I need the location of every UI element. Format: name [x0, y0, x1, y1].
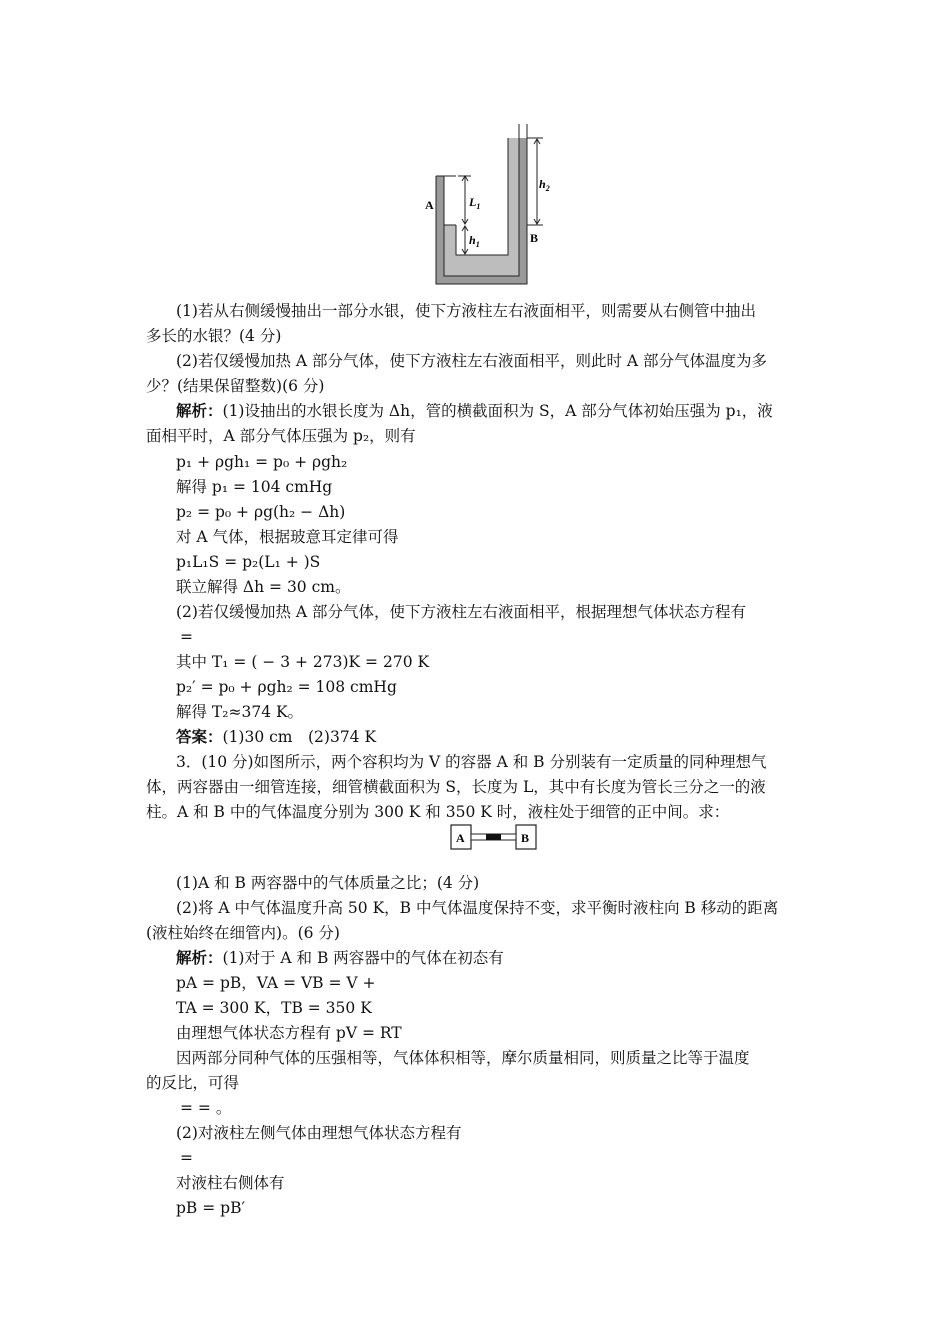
bottom-mercury [456, 255, 508, 276]
liquid-column [486, 834, 501, 840]
q2-answer [176, 726, 950, 748]
q3-eq7: = [180, 1149, 193, 1167]
right-mercury-column [508, 138, 519, 225]
q3-line1: 3．(10 分)如图所示，两个容积均为 V 的容器 A 和 B 分别装有一定质量的同种理想气 [176, 753, 767, 771]
left-mercury [444, 225, 456, 276]
q2-eq2: 解得 p₁ = 104 cmHg [176, 478, 333, 496]
q2-eq10: p₂′ = p₀ + ρgh₂ = 108 cmHg [176, 678, 397, 696]
label-l1: $L_1$ [469, 195, 481, 211]
right-mercury-lower [508, 225, 519, 276]
left-tube-wall [436, 176, 444, 284]
q2-eq9: 其中 T₁ = ( − 3 + 273)K = 270 K [176, 653, 430, 671]
analysis-label: 解析： [176, 401, 223, 420]
analysis-text: (1)设抽出的水银长度为 Δh，管的横截面积为 S，A 部分气体初始压强为 p₁，液 [222, 402, 773, 420]
q3-eq4-line2: 的反比，可得 [146, 1074, 240, 1092]
q2-eq6: 联立解得 Δh = 30 cm。 [176, 578, 351, 596]
q2-analysis-line1 [176, 400, 950, 422]
q2-eq7: (2)若仅缓慢加热 A 部分气体，使下方液柱左右液面相平，根据理想气体状态方程有 [176, 603, 747, 621]
bottom-tube-wall [436, 276, 527, 284]
right-tube-wall [519, 138, 527, 284]
analysis-label: 解析： [176, 948, 223, 967]
answer-label: 答案： [176, 727, 223, 746]
q3-part1: (1)A 和 B 两容器中的气体质量之比；(4 分) [176, 874, 480, 892]
label-b: B [530, 231, 539, 245]
q3-eq2: TA = 300 K，TB = 350 K [176, 999, 372, 1017]
u-tube-diagram [425, 122, 565, 290]
q3-part2-line1: (2)将 A 中气体温度升高 50 K，B 中气体温度保持不变，求平衡时液柱向 B 移动的距离 [176, 899, 779, 917]
q3-eq6: (2)对液柱左侧气体由理想气体状态方程有 [176, 1124, 462, 1142]
q3-analysis-line1 [176, 947, 950, 969]
q2-part1-line2: 多长的水银？(4 分) [146, 327, 282, 345]
q2-eq8: = [180, 628, 193, 646]
label-h2: $h_2$ [539, 177, 550, 193]
q3-eq3: 由理想气体状态方程有 pV = RT [176, 1024, 402, 1042]
inner-channel [456, 138, 508, 255]
q3-part2-line2: (液柱始终在细管内)。(6 分) [146, 924, 340, 942]
q2-eq11: 解得 T₂≈374 K。 [176, 703, 304, 721]
q2-eq5: p₁L₁S = p₂(L₁ + )S [176, 553, 321, 571]
q3-eq1: pA = pB，VA = VB = V + [176, 974, 376, 992]
q3-eq9: pB = pB′ [176, 1199, 245, 1217]
q2-eq1: p₁ + ρgh₁ = p₀ + ρgh₂ [176, 453, 348, 471]
q3-line2: 体，两容器由一细管连接，细管横截面积为 S，长度为 L，其中有长度为管长三分之一的液 [146, 778, 766, 796]
label-a: A [425, 198, 434, 212]
label-h1: $h_1$ [469, 233, 480, 249]
q2-part2-line1: (2)若仅缓慢加热 A 部分气体，使下方液柱左右液面相平，则此时 A 部分气体温度为多 [176, 352, 768, 370]
q3-eq8: 对液柱右侧体有 [176, 1174, 285, 1192]
q3-line3: 柱。A 和 B 中的气体温度分别为 300 K 和 350 K 时，液柱处于细管的正中间。求： [146, 803, 730, 821]
containers-diagram [450, 822, 538, 852]
q2-eq3: p₂ = p₀ + ρg(h₂ − Δh) [176, 503, 346, 521]
q2-part2-line2: 少？(结果保留整数)(6 分) [146, 377, 325, 395]
q3-eq4-line1: 因两部分同种气体的压强相等，气体体积相等，摩尔质量相同，则质量之比等于温度 [176, 1049, 750, 1067]
container-a-label: A [456, 831, 465, 845]
q2-eq4: 对 A 气体，根据玻意耳定律可得 [176, 528, 399, 546]
q2-part1-line1: (1)若从右侧缓慢抽出一部分水银，使下方液柱左右液面相平，则需要从右侧管中抽出 [176, 302, 756, 320]
container-b-label: B [521, 831, 530, 845]
answer-text: (1)30 cm (2)374 K [222, 728, 377, 746]
analysis-text: (1)对于 A 和 B 两容器中的气体在初态有 [222, 949, 504, 967]
q3-eq5: = = 。 [180, 1099, 232, 1117]
q2-analysis-line2: 面相平时，A 部分气体压强为 p₂，则有 [146, 427, 416, 445]
